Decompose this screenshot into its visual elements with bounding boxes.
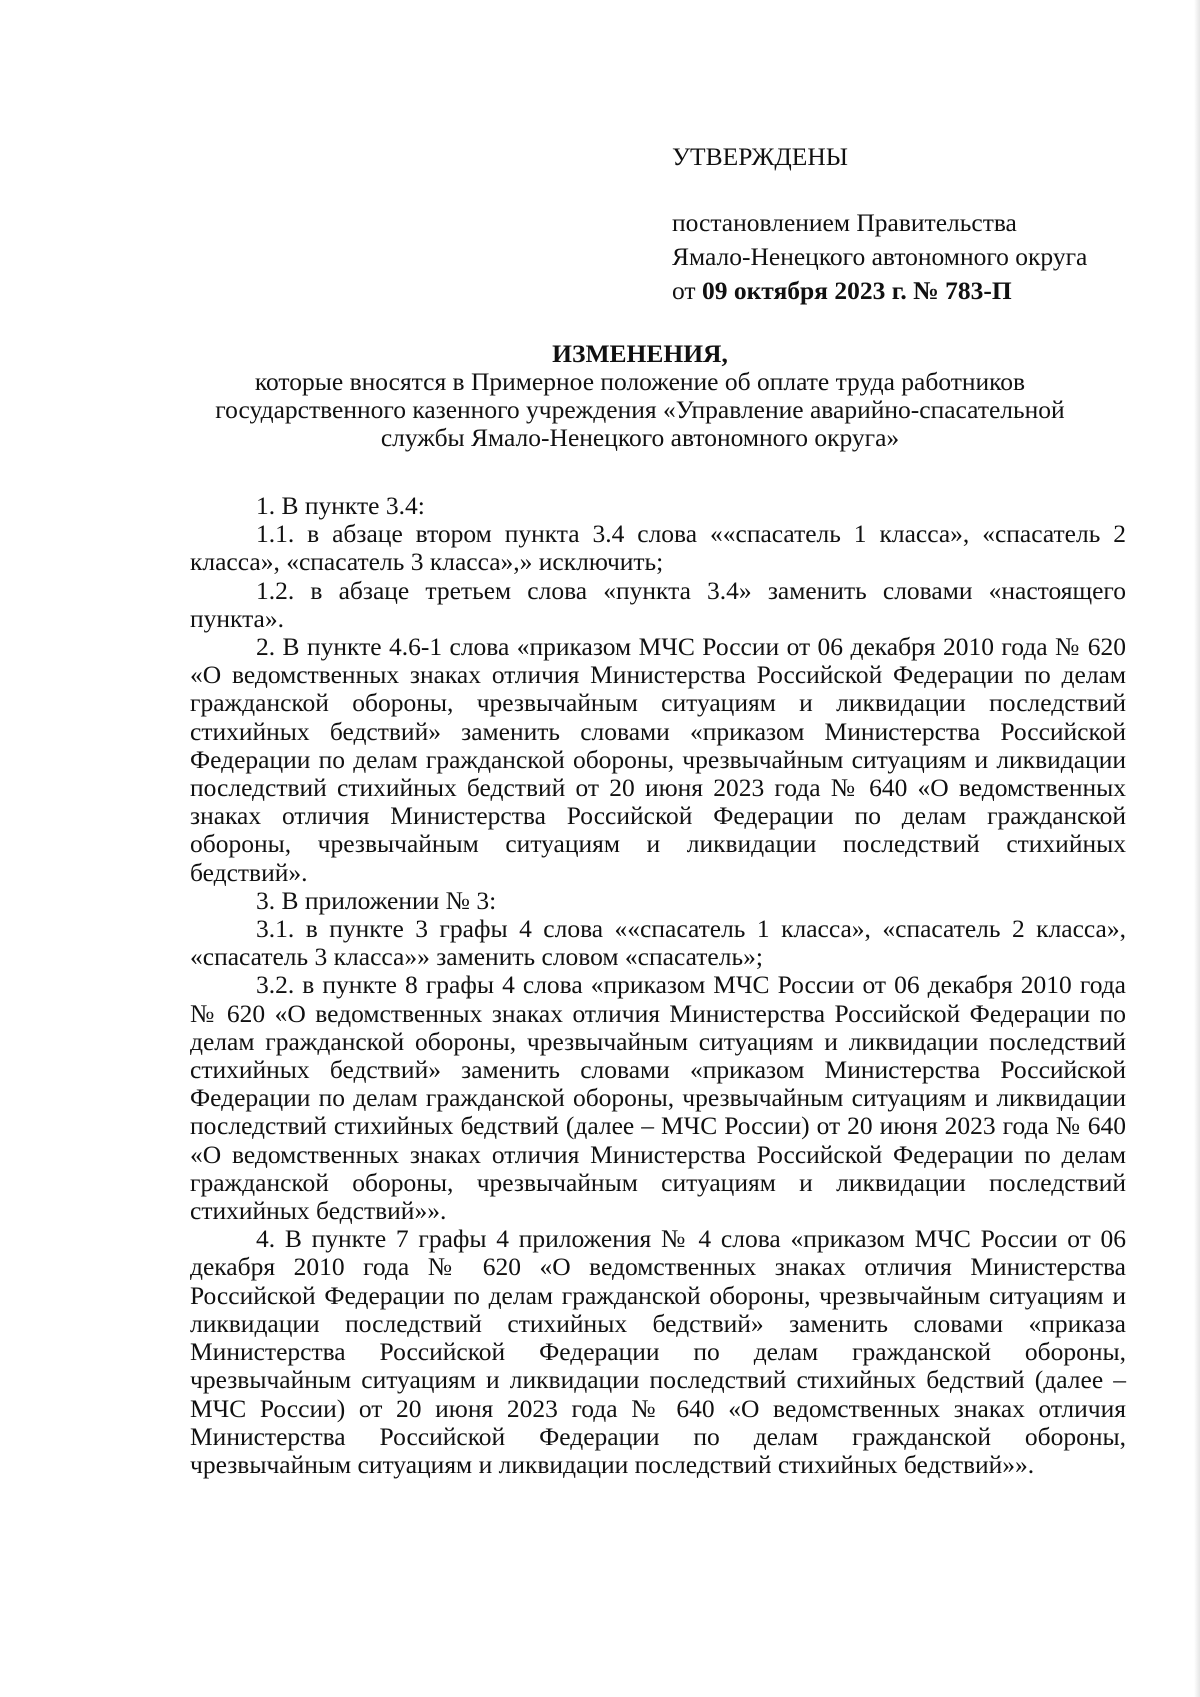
approval-line-1: постановлением Правительства <box>672 208 1017 237</box>
approval-date-value: 09 октября 2023 г. № 783-П <box>701 276 1012 305</box>
approval-block <box>672 140 1142 308</box>
title-heading: ИЗМЕНЕНИЯ, <box>552 339 728 368</box>
paragraph-3-1: 3.1. в пункте 3 графы 4 слова ««спасатель 1 класса», «спасатель 2 класса», «спасатель 3 класса»» заменить словом «спасатель»; <box>190 914 1126 972</box>
paragraph-1-2: 1.2. в абзаце третьем слова «пункта 3.4» заменить словами «настоящего пункта». <box>190 575 1126 633</box>
approval-line-2: Ямало-Ненецкого автономного округа <box>672 242 1088 271</box>
approved-label: УТВЕРЖДЕНЫ <box>672 142 848 171</box>
approval-date <box>672 274 1142 308</box>
approval-date-prefix: от <box>672 276 696 305</box>
paragraph-4: 4. В пункте 7 графы 4 приложения № 4 слова «приказом МЧС России от 06 декабря 2010 года № 620 «О ведомственных знаках отличия Министерства Российской Федерации по делам гражданской обороны, чрезвычайным ситуациям и ликвидации последствий стихийных бедствий» заменить словами «приказа Министерства Российской Федерации по делам гражданской обороны, чрезвычайным ситуациям и ликвидации последствий стихийных бедствий (далее – МЧС России) от 20 июня 2023 года № 640 «О ведомственных знаках отличия Министерства Российской Федерации по делам гражданской обороны, чрезвычайным ситуациям и ликвидации последствий стихийных бедствий»». <box>190 1224 1126 1479</box>
paragraph-1-1: 1.1. в абзаце втором пункта 3.4 слова ««спасатель 1 класса», «спасатель 2 класса», «спасатель 3 класса»,» исключить; <box>190 519 1126 577</box>
page-edge-shadow <box>1194 0 1200 1697</box>
document-title <box>180 340 1100 452</box>
document-body <box>190 492 1126 1479</box>
paragraph-3-2: 3.2. в пункте 8 графы 4 слова «приказом МЧС России от 06 декабря 2010 года № 620 «О ведомственных знаках отличия Министерства Российской Федерации по делам гражданской обороны, чрезвычайным ситуациям и ликвидации последствий стихийных бедствий» заменить словами «приказом Министерства Российской Федерации по делам гражданской обороны, чрезвычайным ситуациям и ликвидации последствий стихийных бедствий (далее – МЧС России) от 20 июня 2023 года № 640 «О ведомственных знаках отличия Министерства Российской Федерации по делам гражданской обороны, чрезвычайным ситуациям и ликвидации последствий стихийных бедствий»». <box>190 970 1126 1226</box>
title-subtitle: которые вносятся в Примерное положение об оплате труда работников государственного казенного учреждения «Управление аварийно-спасательной службы Ямало-Ненецкого автономного округа» <box>215 367 1065 452</box>
paragraph-2: 2. В пункте 4.6-1 слова «приказом МЧС России от 06 декабря 2010 года № 620 «О ведомственных знаках отличия Министерства Российской Федерации по делам гражданской обороны, чрезвычайным ситуациям и ликвидации последствий стихийных бедствий» заменить словами «приказом Министерства Российской Федерации по делам гражданской обороны, чрезвычайным ситуациям и ликвидации последствий стихийных бедствий от 20 июня 2023 года № 640 «О ведомственных знаках отличия Министерства Российской Федерации по делам гражданской обороны, чрезвычайным ситуациям и ликвидации последствий стихийных бедствий». <box>190 632 1126 887</box>
paragraph-1: 1. В пункте 3.4: <box>256 491 425 520</box>
paragraph-3: 3. В приложении № 3: <box>256 885 497 915</box>
